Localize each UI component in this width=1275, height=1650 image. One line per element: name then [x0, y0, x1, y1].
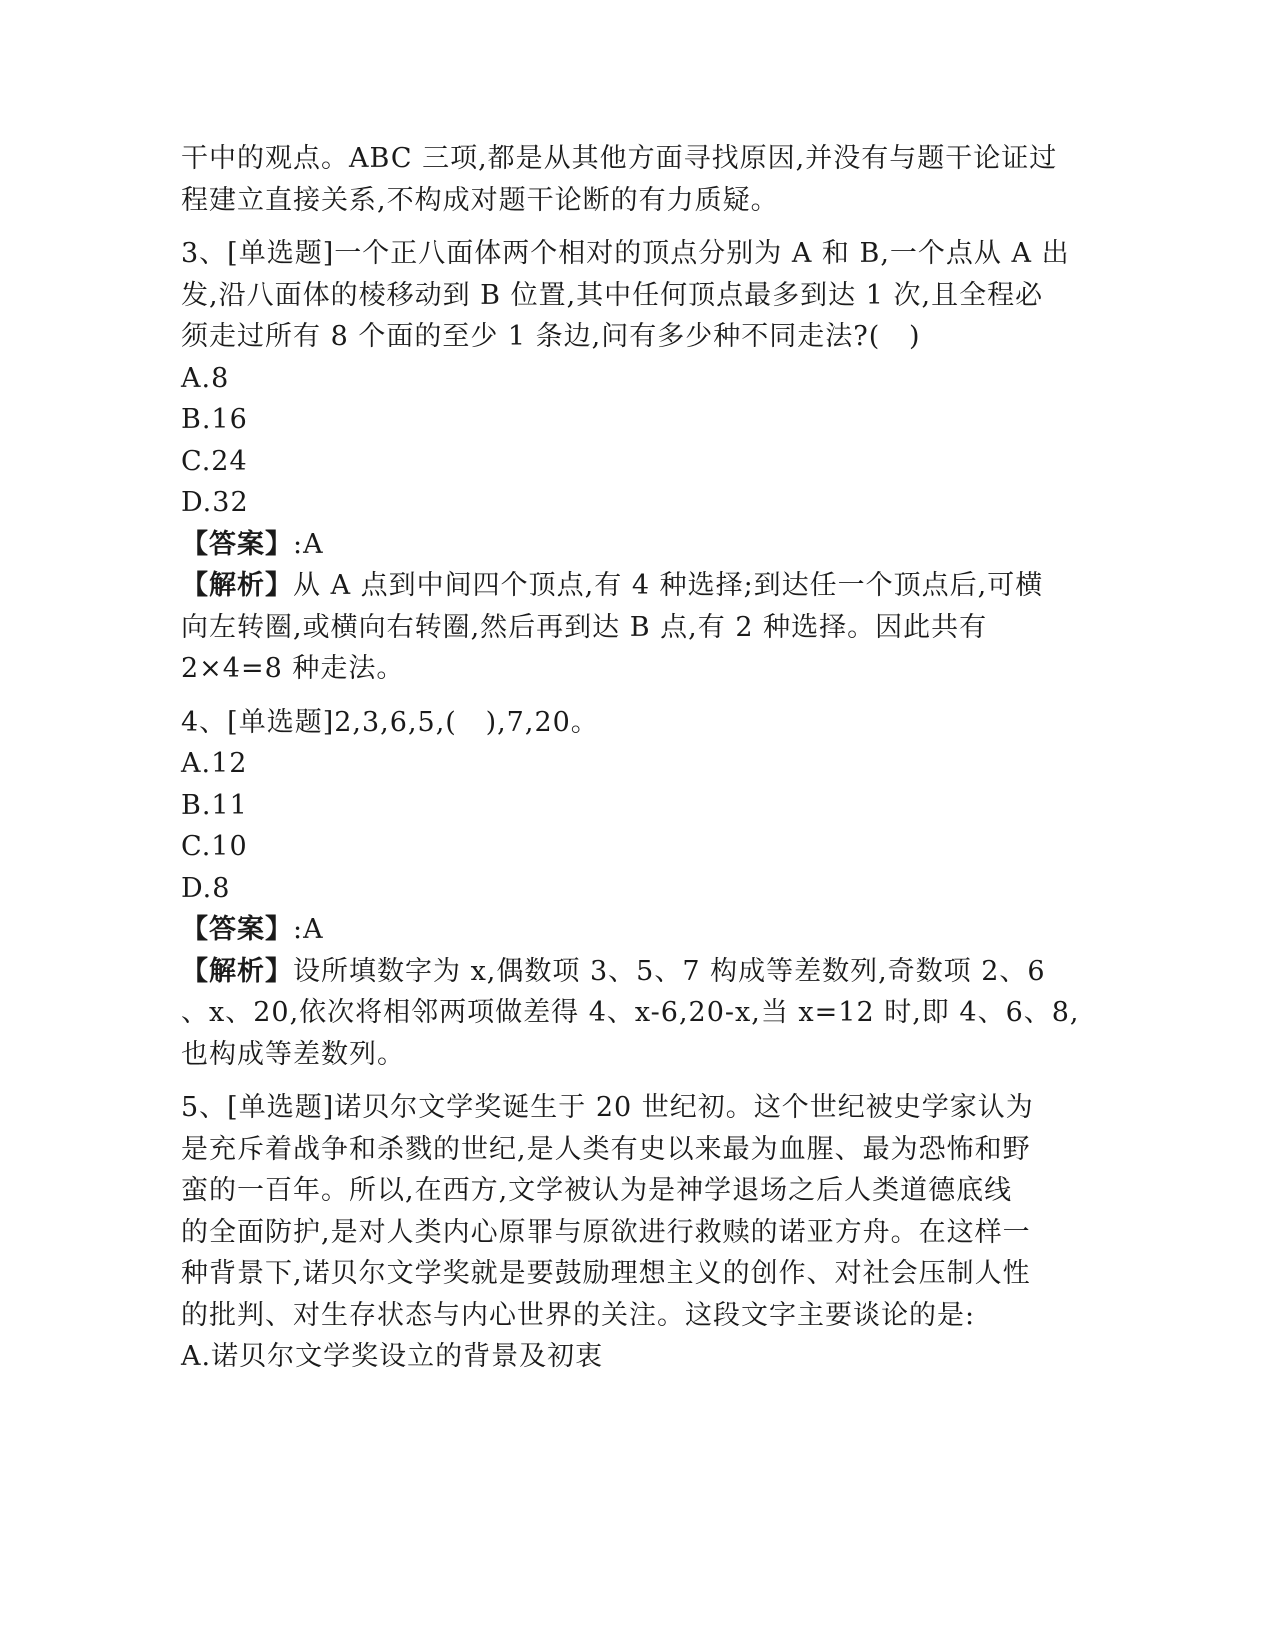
answer-line — [181, 524, 1061, 566]
question-stem-line: 种背景下,诺贝尔文学奖就是要鼓励理想主义的创作、对社会压制人性 — [181, 1258, 1031, 1289]
analysis-text: 设所填数字为 x,偶数项 3、5、7 构成等差数列,奇数项 2、6 — [293, 955, 1046, 987]
analysis-line — [181, 951, 1061, 993]
analysis-label: 【解析】 — [181, 570, 293, 601]
answer-value: :A — [293, 914, 324, 945]
option-c: C.24 — [181, 445, 248, 477]
question-5 — [181, 1087, 1061, 1378]
question-stem-line: 蛮的一百年。所以,在西方,文学被认为是神学退场之后人类道德底线 — [181, 1175, 1013, 1206]
question-stem-line: 4、[单选题]2,3,6,5,( ),7,20。 — [181, 706, 599, 738]
question-4 — [181, 702, 1080, 1076]
option-a: A.8 — [181, 362, 230, 394]
question-3 — [181, 233, 1070, 690]
answer-line — [181, 909, 1061, 951]
question-stem-line: 发,沿八面体的棱移动到 B 位置,其中任何顶点最多到达 1 次,且全程必 — [181, 279, 1044, 311]
question-stem-line: 5、[单选题]诺贝尔文学奖诞生于 20 世纪初。这个世纪被史学家认为 — [181, 1092, 1034, 1123]
question-stem-line: 是充斥着战争和杀戮的世纪,是人类有史以来最为血腥、最为恐怖和野 — [181, 1133, 1031, 1165]
answer-value: :A — [293, 528, 324, 560]
document-page — [181, 138, 1080, 1378]
question-stem-line: 的全面防护,是对人类内心原罪与原欲进行救赎的诺亚方舟。在这样一 — [181, 1216, 1031, 1248]
analysis-text: 从 A 点到中间四个顶点,有 4 种选择;到达任一个顶点后,可横 — [293, 570, 1044, 601]
analysis-line: 、x、20,依次将相邻两项做差得 4、x-6,20-x,当 x=12 时,即 4、6、8, — [181, 997, 1080, 1028]
analysis-label: 【解析】 — [181, 955, 293, 987]
analysis-line — [181, 565, 1061, 607]
analysis-line: 向左转圈,或横向右转圈,然后再到达 B 点,有 2 种选择。因此共有 — [181, 611, 988, 643]
question-stem-line: 3、[单选题]一个正八面体两个相对的顶点分别为 A 和 B,一个点从 A 出 — [181, 238, 1070, 269]
previous-analysis-continuation — [181, 138, 1061, 221]
option-d: D.8 — [181, 872, 231, 904]
option-b: B.11 — [181, 789, 248, 821]
text-line: 干中的观点。ABC 三项,都是从其他方面寻找原因,并没有与题干论证过 — [181, 143, 1058, 174]
question-stem-line: 的批判、对生存状态与内心世界的关注。这段文字主要谈论的是: — [181, 1299, 976, 1331]
option-a: A.诺贝尔文学奖设立的背景及初衷 — [181, 1341, 604, 1372]
analysis-line: 也构成等差数列。 — [181, 1038, 405, 1070]
analysis-line: 2×4=8 种走法。 — [181, 653, 405, 684]
option-c: C.10 — [181, 831, 248, 862]
text-line: 程建立直接关系,不构成对题干论断的有力质疑。 — [181, 184, 779, 216]
option-a: A.12 — [181, 748, 248, 779]
answer-label: 【答案】 — [181, 528, 293, 560]
option-b: B.16 — [181, 404, 248, 435]
answer-label: 【答案】 — [181, 914, 293, 945]
option-d: D.32 — [181, 487, 249, 518]
question-stem-line: 须走过所有 8 个面的至少 1 条边,问有多少种不同走法?( ) — [181, 321, 921, 352]
